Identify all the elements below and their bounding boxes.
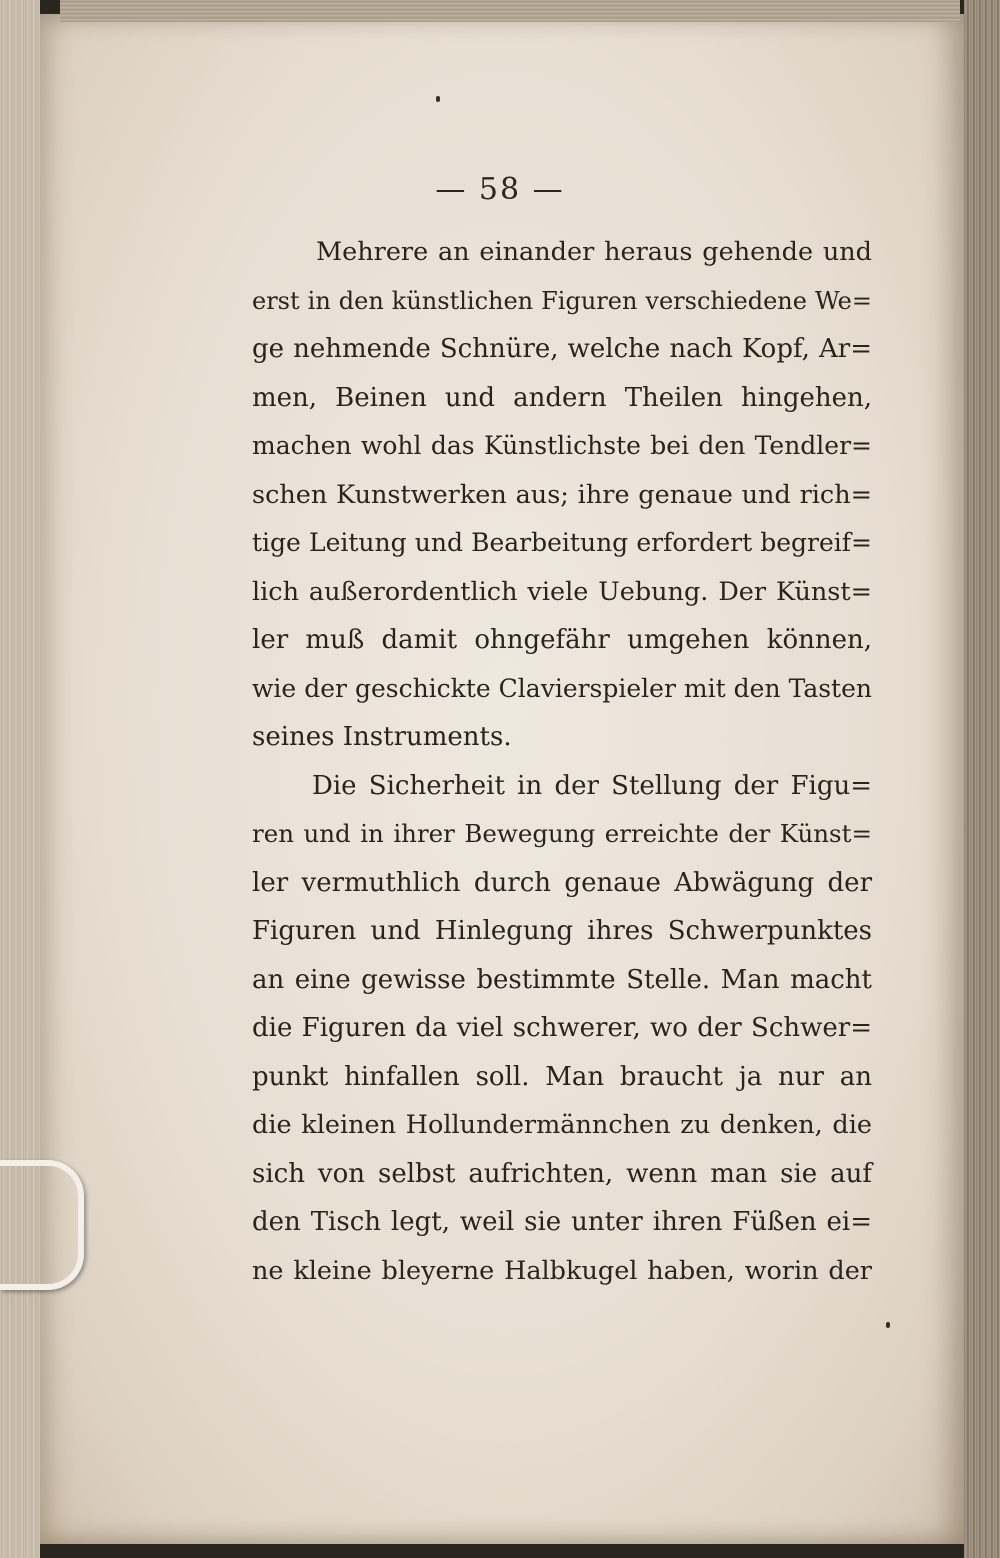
- right-page-edges: [964, 0, 1000, 1558]
- top-page-edges: [60, 0, 960, 22]
- paper-clip: [0, 1160, 84, 1290]
- text-line: Figuren und Hinlegung ihres Schwerpunktes: [252, 916, 872, 946]
- text-line: schen Kunstwerken aus; ihre genaue und rich=: [252, 479, 872, 510]
- text-line: ne kleine bleyerne Halbkugel haben, worin der: [252, 1255, 872, 1286]
- text-line: ler vermuthlich durch genaue Abwägung der: [252, 867, 872, 898]
- text-line: Die Sicherheit in der Stellung der Figu=: [312, 770, 872, 801]
- text-line: ler muß damit ohngefähr umgehen können,: [252, 625, 872, 655]
- text-line: erst in den künstlichen Figuren verschiedene We=: [252, 286, 872, 315]
- page-text: [252, 228, 872, 1295]
- text-line: den Tisch legt, weil sie unter ihren Füßen ei=: [252, 1207, 872, 1237]
- text-line: die Figuren da viel schwerer, wo der Schwer=: [252, 1013, 872, 1043]
- text-line: Mehrere an einander heraus gehende und: [316, 237, 872, 267]
- text-line: ge nehmende Schnüre, welche nach Kopf, Ar=: [252, 334, 872, 364]
- text-line: seines Instruments.: [252, 722, 512, 752]
- ink-speck: [886, 1322, 890, 1328]
- left-page-edges: [0, 0, 40, 1558]
- text-line: ren und in ihrer Bewegung erreichte der Künst=: [252, 819, 872, 848]
- text-line: machen wohl das Künstlichste bei den Tendler=: [252, 431, 872, 460]
- text-line: wie der geschickte Clavierspieler mit den Tasten: [252, 673, 872, 703]
- page-number: — 58 —: [435, 172, 565, 207]
- text-line: an eine gewisse bestimmte Stelle. Man macht: [252, 964, 872, 995]
- text-line: lich außerordentlich viele Uebung. Der Künst=: [252, 576, 872, 607]
- text-line: tige Leitung und Bearbeitung erfordert begreif=: [252, 528, 872, 557]
- ink-speck: [436, 96, 440, 102]
- text-line: die kleinen Hollundermännchen zu denken, die: [252, 1110, 872, 1140]
- text-line: men, Beinen und andern Theilen hingehen,: [252, 382, 872, 413]
- text-line: sich von selbst aufrichten, wenn man sie auf: [252, 1158, 872, 1189]
- text-line: punkt hinfallen soll. Man braucht ja nur an: [252, 1061, 872, 1092]
